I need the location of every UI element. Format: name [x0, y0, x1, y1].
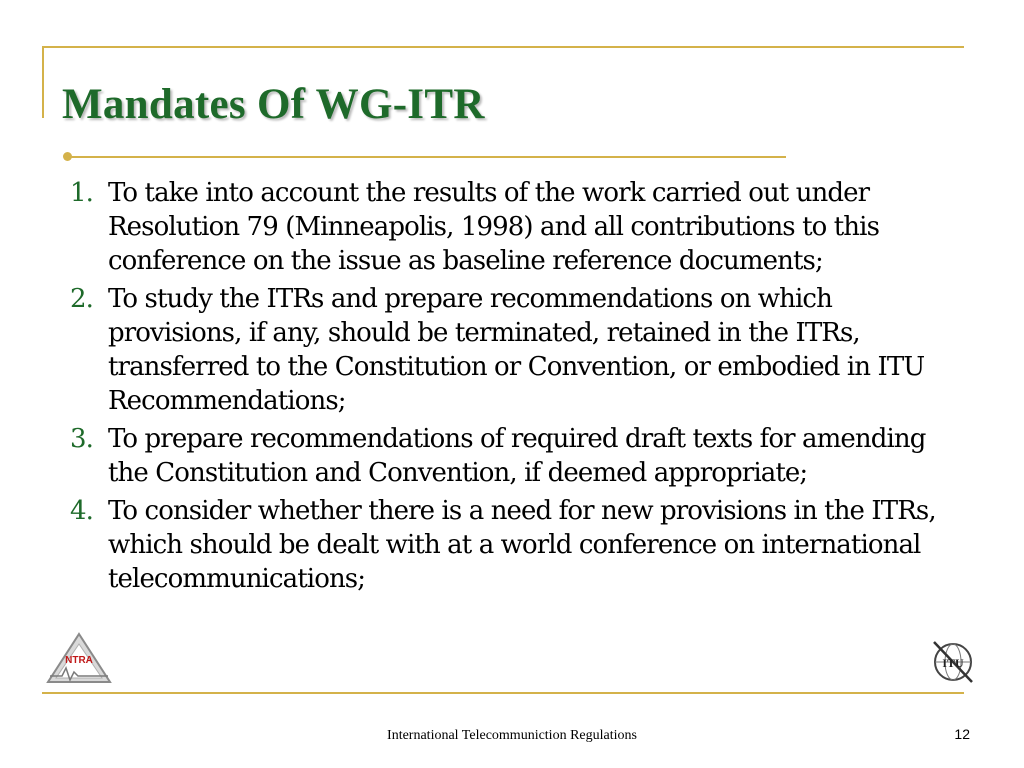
mandate-number: 4. — [70, 496, 94, 526]
page-number: 12 — [954, 726, 970, 742]
mandate-item-3 — [70, 422, 960, 490]
mandate-number: 1. — [70, 178, 94, 208]
mandate-number: 3. — [70, 424, 94, 454]
mandate-item-1 — [70, 176, 960, 278]
frame-left-border — [42, 46, 44, 118]
title-underline-rule — [68, 156, 786, 158]
mandate-text: To take into account the results of the work carried out under Resolution 79 (Minneapolis, 1998) and all contributions to this conference on the issue as baseline reference documents; — [108, 178, 880, 276]
mandate-text: To prepare recommendations of required draft texts for amending the Constitution and Convention, if deemed appropriate; — [108, 424, 926, 488]
footer-caption: International Telecommuniction Regulations — [387, 728, 637, 743]
mandate-text: To study the ITRs and prepare recommendations on which provisions, if any, should be terminated, retained in the ITRs, transferred to the Constitution or Convention, or embodied in ITU Recommendations; — [108, 284, 925, 416]
ntra-logo-icon — [44, 630, 114, 686]
ntra-logo-text: NTRA — [65, 655, 93, 666]
itu-logo-text: ITU — [942, 656, 964, 670]
mandate-item-4 — [70, 494, 960, 596]
mandate-text: To consider whether there is a need for new provisions in the ITRs, which should be dealt with at a world conference on international telecommunications; — [108, 496, 936, 594]
mandates-list — [70, 176, 960, 600]
footer-rule — [42, 692, 964, 694]
mandate-item-2 — [70, 282, 960, 418]
slide-title: Mandates Of WG-ITR — [62, 81, 485, 128]
mandate-number: 2. — [70, 284, 94, 314]
itu-logo-icon — [928, 638, 978, 686]
frame-top-border — [42, 46, 964, 48]
